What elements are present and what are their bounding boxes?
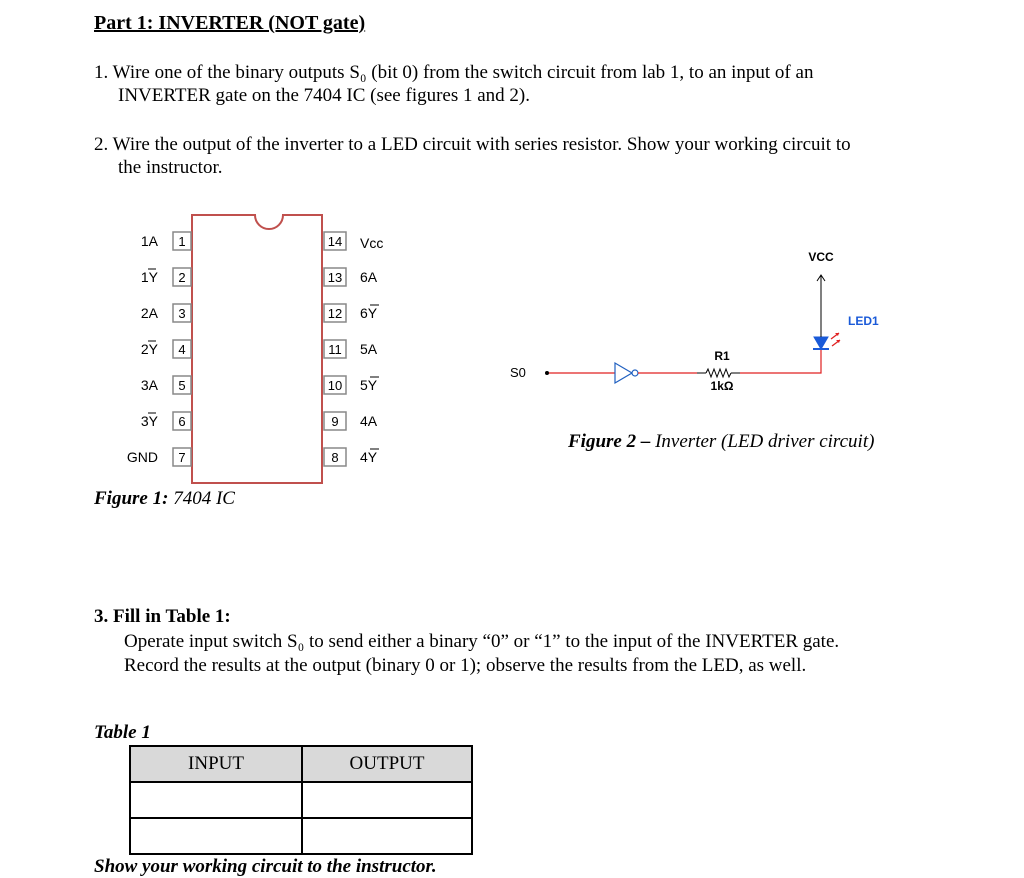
pin-label: 2Y	[140, 341, 158, 357]
pin-number: 8	[331, 450, 339, 465]
right-pin-10	[324, 376, 379, 394]
step-1	[94, 61, 994, 107]
led1-label: LED1	[848, 314, 879, 328]
output-cell[interactable]	[302, 818, 472, 854]
figure-2-caption-label: Figure 2 –	[568, 431, 651, 452]
r1-label: R1	[714, 349, 730, 363]
pin-number: 14	[327, 234, 343, 249]
step-2-line-2: the instructor.	[118, 157, 223, 178]
left-pin-4	[141, 340, 191, 358]
ic-7404-diagram	[100, 205, 420, 490]
pin-label: 5Y	[360, 377, 378, 393]
right-pin-11	[324, 340, 378, 358]
table-row	[130, 782, 472, 818]
vcc-arrow-icon	[817, 275, 825, 290]
table-row	[130, 818, 472, 854]
led-diode-icon	[813, 333, 840, 349]
left-pin-6	[141, 412, 191, 430]
left-pin-5	[141, 376, 191, 394]
pin-label: 1Y	[140, 269, 158, 285]
ic-body	[192, 215, 322, 483]
table-header-row	[130, 746, 472, 782]
step-1-line-2: INVERTER gate on the 7404 IC (see figures 1 and 2).	[118, 85, 531, 106]
pin-number: 4	[178, 342, 186, 357]
inverter-led-circuit	[500, 240, 900, 410]
figure-1-caption-text: 7404 IC	[173, 488, 235, 509]
inverter-gate-icon	[615, 363, 638, 383]
pin-number: 9	[331, 414, 339, 429]
figure-1-caption	[94, 488, 235, 510]
pin-label: 6Y	[360, 305, 378, 321]
pin-number: 11	[328, 342, 342, 357]
right-pin-13	[324, 268, 378, 286]
left-pin-2	[141, 268, 191, 286]
input-header: INPUT	[130, 746, 302, 782]
truth-table	[129, 745, 473, 855]
output-cell[interactable]	[302, 782, 472, 818]
input-node	[545, 371, 549, 375]
pin-number: 1	[178, 234, 186, 249]
step-1-line-1: 1. Wire one of the binary outputs S₀ (bit 0) from the switch circuit from lab 1, to an input of an	[94, 62, 814, 83]
wire-led	[740, 350, 821, 373]
pin-number: 7	[178, 450, 186, 465]
left-pin-1	[141, 232, 191, 250]
pin-label: 4Y	[360, 449, 378, 465]
right-pin-9	[324, 412, 378, 430]
pin-number: 5	[178, 378, 186, 393]
figure-1-caption-label: Figure 1:	[94, 488, 169, 509]
step-2	[94, 133, 994, 179]
pin-number: 10	[327, 378, 343, 393]
pin-number: 2	[178, 270, 186, 285]
pin-label: Vcc	[360, 235, 384, 251]
left-pin-7	[127, 448, 191, 466]
pin-label: 5A	[360, 341, 378, 357]
figure-2-caption	[568, 431, 874, 453]
pin-number: 13	[327, 270, 343, 285]
left-pin-3	[141, 304, 191, 322]
right-pin-14	[324, 232, 383, 251]
table-title: Table 1	[94, 722, 151, 743]
output-header: OUTPUT	[302, 746, 472, 782]
s0-label: S0	[510, 365, 526, 380]
step-3-line-1: Operate input switch S₀ to send either a binary “0” or “1” to the input of the INVERTER gate.	[124, 631, 840, 652]
right-pin-8	[324, 448, 379, 466]
figure-2-caption-text: Inverter (LED driver circuit)	[655, 431, 875, 452]
pin-label: 2A	[140, 305, 158, 321]
pin-number: 12	[327, 306, 343, 321]
part-title: Part 1: INVERTER (NOT gate)	[94, 12, 366, 34]
step-3-heading: 3. Fill in Table 1:	[94, 606, 231, 627]
pin-label: GND	[126, 449, 158, 465]
step-3-body	[124, 630, 1004, 678]
footer-note: Show your working circuit to the instructor.	[94, 856, 437, 877]
input-cell[interactable]	[130, 782, 302, 818]
resistor-icon	[697, 369, 740, 377]
pin-label: 1A	[140, 233, 158, 249]
step-2-line-1: 2. Wire the output of the inverter to a LED circuit with series resistor. Show your working circuit to	[94, 134, 851, 155]
pin-label: 3Y	[140, 413, 158, 429]
pin-label: 3A	[140, 377, 158, 393]
pin-number: 6	[178, 414, 186, 429]
r1-value: 1kΩ	[710, 379, 734, 393]
pin-label: 6A	[360, 269, 378, 285]
input-cell[interactable]	[130, 818, 302, 854]
vcc-label: VCC	[808, 250, 834, 264]
right-pin-12	[324, 304, 379, 322]
pin-number: 3	[178, 306, 186, 321]
step-3-line-2: Record the results at the output (binary 0 or 1); observe the results from the LED, as well.	[124, 655, 807, 676]
pin-label: 4A	[360, 413, 378, 429]
